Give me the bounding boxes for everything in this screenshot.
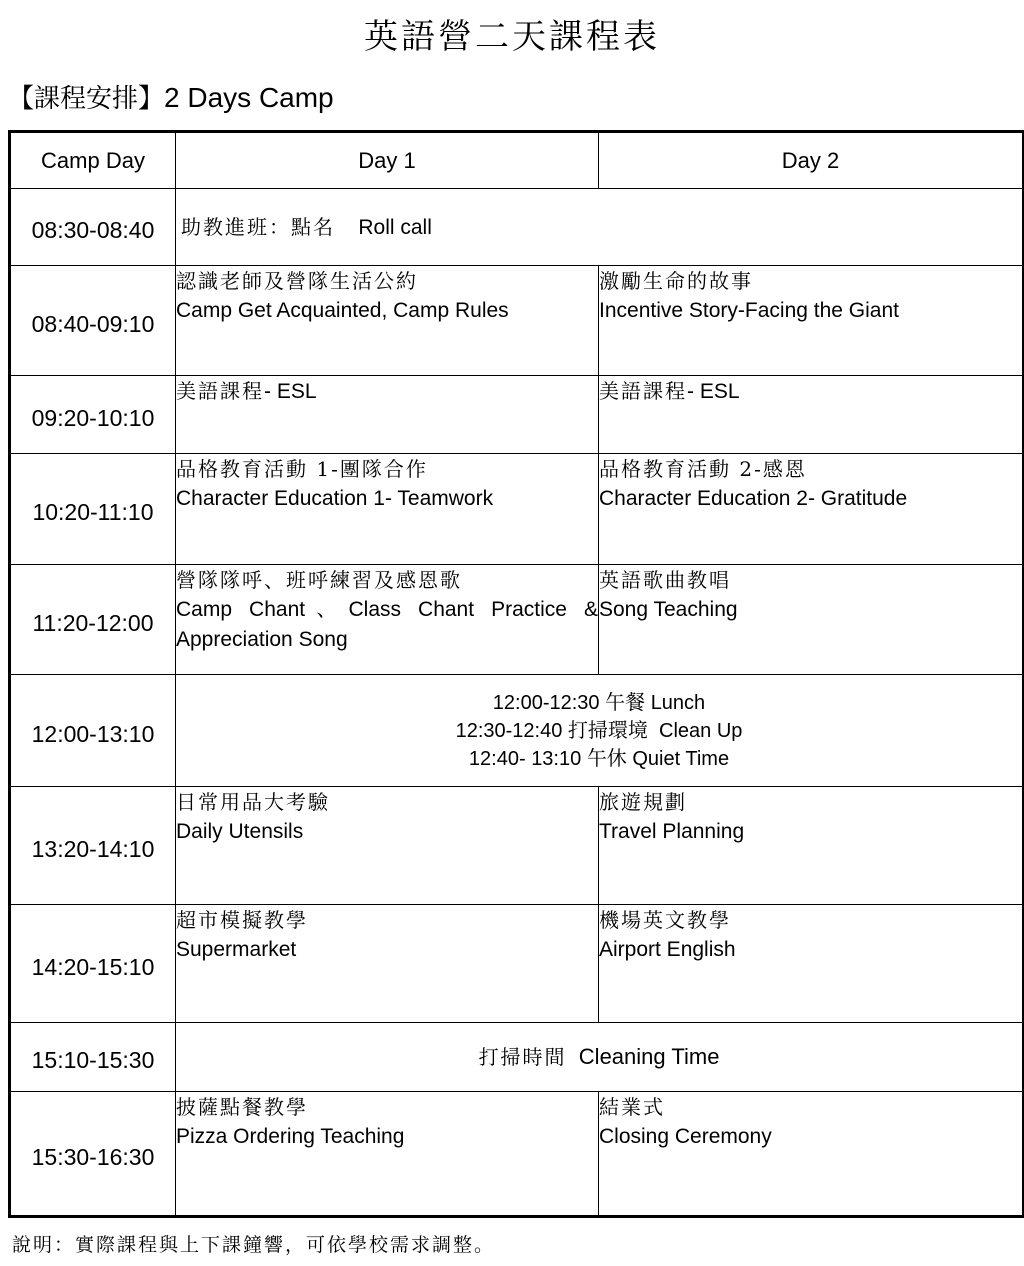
lunch-line bbox=[176, 717, 1022, 745]
activity-zh: 認識老師及營隊生活公約 bbox=[176, 269, 418, 293]
activity-zh: 激勵生命的故事 bbox=[599, 269, 753, 293]
activity-zh: 助教進班：點名 bbox=[181, 214, 335, 239]
activity-zh: 結業式 bbox=[599, 1095, 665, 1119]
table-row bbox=[10, 675, 1024, 787]
lunch-line-zh: 打掃環境 bbox=[567, 717, 648, 742]
activity-en: - ESL bbox=[264, 380, 317, 403]
lunch-line bbox=[176, 689, 1022, 717]
table-header-row bbox=[10, 132, 1024, 189]
time-slot: 11:20-12:00 bbox=[10, 565, 176, 675]
lunch-line-en: Lunch bbox=[650, 691, 706, 714]
activity-zh: 旅遊規劃 bbox=[599, 790, 687, 814]
day1-activity bbox=[176, 454, 599, 565]
activity-en: Travel Planning bbox=[599, 820, 745, 843]
lunch-cell bbox=[176, 675, 1024, 787]
section-heading bbox=[8, 80, 334, 117]
activity-en-line1: Camp Chant、Class Chant Practice & bbox=[176, 598, 598, 621]
footnote: 說明：實際課程與上下課鐘響，可依學校需求調整。 bbox=[12, 1234, 496, 1256]
activity-en: Character Education 2- Gratitude bbox=[599, 487, 908, 510]
activity-zh: 打掃時間 bbox=[478, 1045, 567, 1069]
header-day-2: Day 2 bbox=[599, 132, 1024, 189]
time-slot: 12:00-13:10 bbox=[10, 675, 176, 787]
lunch-line-time: 12:40- 13:10 bbox=[468, 747, 582, 770]
page-title: 英語營二天課程表 bbox=[364, 17, 660, 57]
activity-en: Character Education 1- Teamwork bbox=[176, 487, 494, 510]
activity-en: Roll call bbox=[358, 215, 432, 239]
activity-zh: 品格教育活動 1-團隊合作 bbox=[176, 457, 428, 481]
day2-activity bbox=[599, 266, 1024, 376]
table-row bbox=[10, 454, 1024, 565]
time-slot: 15:30-16:30 bbox=[10, 1092, 176, 1217]
time-slot: 15:10-15:30 bbox=[10, 1023, 176, 1092]
time-slot: 13:20-14:10 bbox=[10, 787, 176, 905]
activity-en: Cleaning Time bbox=[578, 1044, 720, 1069]
day2-activity bbox=[599, 1092, 1024, 1217]
table-row bbox=[10, 565, 1024, 675]
header-day-1: Day 1 bbox=[176, 132, 599, 189]
schedule-table bbox=[8, 130, 1024, 1218]
lunch-line-en: Clean Up bbox=[659, 719, 743, 742]
day1-activity bbox=[176, 565, 599, 675]
activity-en: Camp Get Acquainted, Camp Rules bbox=[176, 299, 509, 322]
time-slot: 09:20-10:10 bbox=[10, 376, 176, 454]
table-row bbox=[10, 376, 1024, 454]
activity-zh: 美語課程 bbox=[176, 379, 264, 403]
activity-en-line2: Appreciation Song bbox=[176, 628, 348, 651]
rollcall-cell bbox=[176, 189, 1024, 266]
table-row bbox=[10, 189, 1024, 266]
lunch-line-zh: 午休 bbox=[586, 745, 627, 770]
activity-en: Airport English bbox=[599, 938, 736, 961]
day1-activity bbox=[176, 905, 599, 1023]
activity-zh: 日常用品大考驗 bbox=[176, 790, 330, 814]
activity-zh: 機場英文教學 bbox=[599, 908, 731, 932]
time-slot: 10:20-11:10 bbox=[10, 454, 176, 565]
table-row bbox=[10, 787, 1024, 905]
day2-activity bbox=[599, 565, 1024, 675]
lunch-line-time: 12:00-12:30 bbox=[492, 691, 600, 714]
activity-zh: 營隊隊呼、班呼練習及感恩歌 bbox=[176, 568, 462, 592]
activity-en: Song Teaching bbox=[599, 598, 738, 621]
time-slot: 14:20-15:10 bbox=[10, 905, 176, 1023]
activity-en: Incentive Story-Facing the Giant bbox=[599, 299, 899, 322]
activity-en: Closing Ceremony bbox=[599, 1125, 772, 1148]
cleaning-cell bbox=[176, 1023, 1024, 1092]
day2-activity bbox=[599, 905, 1024, 1023]
activity-zh: 品格教育活動 2-感恩 bbox=[599, 457, 807, 481]
table-row bbox=[10, 266, 1024, 376]
table-row bbox=[10, 905, 1024, 1023]
lunch-line-zh: 午餐 bbox=[605, 689, 646, 714]
day2-activity bbox=[599, 787, 1024, 905]
section-subtitle: 2 Days Camp bbox=[164, 82, 334, 113]
activity-en: Pizza Ordering Teaching bbox=[176, 1125, 405, 1148]
day1-activity bbox=[176, 266, 599, 376]
table-row bbox=[10, 1023, 1024, 1092]
lunch-line-en: Quiet Time bbox=[632, 747, 730, 770]
day1-activity bbox=[176, 376, 599, 454]
day1-activity bbox=[176, 787, 599, 905]
header-camp-day: Camp Day bbox=[10, 132, 176, 189]
day1-activity bbox=[176, 1092, 599, 1217]
activity-en: Supermarket bbox=[176, 938, 297, 961]
table-row bbox=[10, 1092, 1024, 1217]
activity-en: Daily Utensils bbox=[176, 820, 304, 843]
day2-activity bbox=[599, 376, 1024, 454]
time-slot: 08:40-09:10 bbox=[10, 266, 176, 376]
activity-zh: 英語歌曲教唱 bbox=[599, 568, 731, 592]
activity-zh: 超市模擬教學 bbox=[176, 908, 308, 932]
lunch-line bbox=[176, 745, 1022, 773]
time-slot: 08:30-08:40 bbox=[10, 189, 176, 266]
activity-zh: 美語課程 bbox=[599, 379, 687, 403]
activity-zh: 披薩點餐教學 bbox=[176, 1095, 308, 1119]
day2-activity bbox=[599, 454, 1024, 565]
activity-en: - ESL bbox=[687, 380, 740, 403]
lunch-line-time: 12:30-12:40 bbox=[455, 719, 563, 742]
section-bracket-label: 【課程安排】 bbox=[8, 84, 165, 114]
